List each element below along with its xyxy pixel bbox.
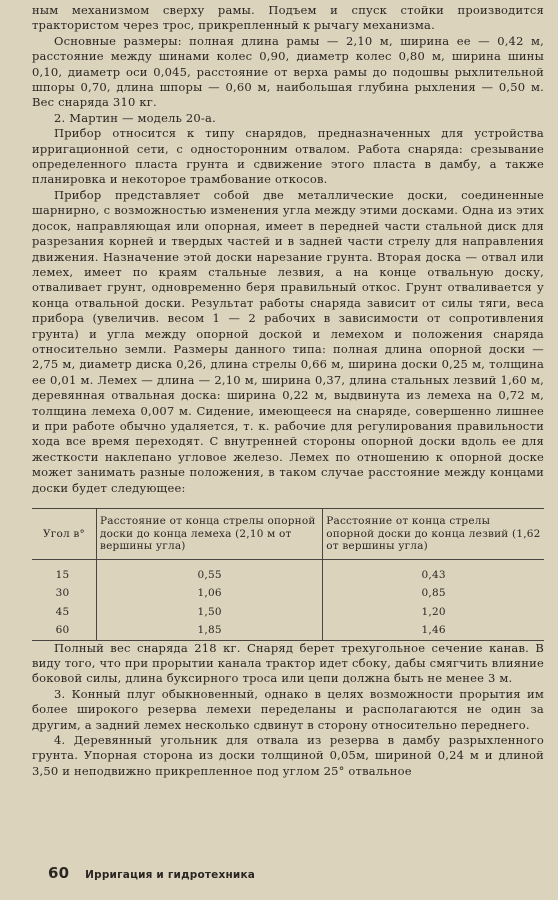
paragraph-horse-plough: 3. Конный плуг обыкновенный, однако в целях возможности прорытия им более широкого резерва лемехи переделаны и располагаются не один за другим, а задний лемех несколько сдвинут в сторону относительно переднего. (32, 686, 544, 732)
page-footer (48, 866, 255, 883)
table-cell: 1,50 (97, 603, 323, 622)
paragraph-total-weight: Полный вес снаряда 218 кг. Снаряд берет трехугольное сечение канав. В виду того, что при прорытии канала трактор идет сбоку, дабы смягчить влияние боковой силы, длина буксирного троса или цепи должна быть не менее 3 м. (32, 640, 544, 686)
table-header-distance-lemekh: Расстояние от конца стрелы опорной доски до конца лемеха (2,10 м от вершины угла) (97, 509, 323, 559)
table-row (32, 603, 544, 622)
table-header-angle: Угол в° (32, 509, 97, 559)
table-cell: 0,55 (97, 559, 323, 584)
table-cell: 45 (55, 605, 70, 618)
table-row (32, 621, 544, 640)
paragraph-description: Прибор представляет собой две металлические доски, соединенные шарнирно, с возможностью изменения угла между этими досками. Одна из этих досок, направляющая или опорная, имеет в передней части стальной диск для разрезания корней и твердых частей и в задней части стрелу для направления движения. Назначение этой доски нарезание грунта. Вторая доска — отвал или лемех, имеет по краям стальные лезвия, а на конце отвальную доску, отваливает грунт, одновременно беря правильный откос. Грунт отваливается у конца отвальной доски. Результат работы снаряда зависит от силы тяги, веса прибора (увеличив. весом 1 — 2 рабочих в зависимости от сопротивления грунта) и угла между опорной доской и лемехом и положения снаряда относительно земли. Размеры данного типа: полная длина опорной доски — 2,75 м, диаметр диска 0,26, длина стрелы 0,66 м, ширина доски 0,25 м, толщина ее 0,01 м. Лемех — длина — 2,10 м, ширина 0,37, длина стальных лезвий 1,60 м, деревянная отвальная доска: ширина 0,22 м, выдвинута из лемеха на 0,72 м, толщина лемеха 0,007 м. Сидение, имеющееся на снаряде, совершенно лишнее и при работе обычно удаляется, т. к. рабочие для регулирования правильности хода все время переходят. С внутренней стороны опорной доски вдоль ее для жесткости наклепано угловое железо. Лемех по отношению к опорной доске может занимать разные положения, в таком случае расстояние между концами доски будет следующее: (32, 187, 544, 495)
running-title: Ирригация и гидротехника (85, 869, 256, 881)
table-cell: 15 (55, 568, 70, 581)
table-header-row (32, 509, 544, 559)
paragraph-purpose: Прибор относится к типу снарядов, предназначенных для устройства ирригационной сети, с односторонним отвалом. Работа снаряда: срезывание определенного пласта грунта и сдвижение этого пласта в дамбу, а также планировка и некоторое трамбование откосов. (32, 126, 544, 187)
table-row (32, 559, 544, 584)
table-cell: 30 (55, 587, 70, 599)
table-cell: 1,85 (97, 621, 323, 640)
table-cell: 1,20 (323, 603, 544, 622)
paragraph-heading-martin: 2. Мартин — модель 20-а. (54, 110, 216, 125)
angle-distance-table (32, 508, 544, 641)
paragraph-continuation: ным механизмом сверху рамы. Подъем и спуск стойки производится трактористом через трос, прикрепленный к рычагу механизма. (32, 3, 544, 33)
table-row (32, 584, 544, 603)
page-number: 60 (48, 864, 70, 882)
table-cell: 0,85 (323, 584, 544, 603)
table-cell: 60 (55, 624, 70, 636)
paragraph-dimensions: Основные размеры: полная длина рамы — 2,10 м, ширина ее — 0,42 м, расстояние между шинами колес 0,90, диаметр колес 0,80 м, ширина шины 0,10, диаметр оси 0,045, расстояние от верха рамы до подошвы рыхлительной шпоры 0,70, длина шпоры — 0,60 м, наибольшая глубина рыхления — 0,50 м. Вес снаряда 310 кг. (32, 33, 544, 110)
table-cell: 1,46 (323, 621, 544, 640)
paragraph-wooden-corner: 4. Деревянный угольник для отвала из резерва в дамбу разрыхленного грунта. Упорная сторона из доски толщиной 0,05м, шириной 0,24 м и длиной 3,50 и неподвижно прикрепленное под углом 25° отвальное (32, 732, 544, 778)
table-cell: 1,06 (97, 584, 323, 603)
table-cell: 0,43 (323, 559, 544, 584)
table-header-distance-lezviy: Расстояние от конца стрелы опорной доски до конца лезвий (1,62 от вершины угла) (323, 509, 544, 559)
